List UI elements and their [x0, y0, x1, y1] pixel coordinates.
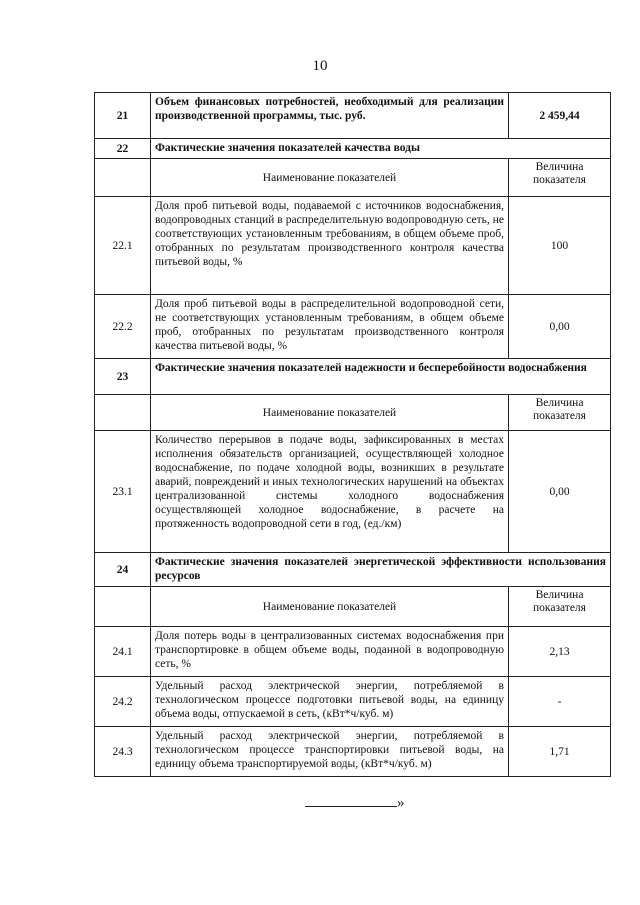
- row-number: 21: [95, 93, 151, 139]
- column-header-name: Наименование показателей: [151, 587, 509, 627]
- column-header-row: [95, 587, 611, 627]
- row-number: 24.1: [95, 627, 151, 677]
- table-row-24-1: [95, 627, 611, 677]
- section-number: 24: [95, 553, 151, 587]
- section-number: 22: [95, 139, 151, 159]
- column-header-name: Наименование показателей: [151, 395, 509, 431]
- column-header-value: Величина показателя: [509, 395, 611, 431]
- table-row-24-2: [95, 677, 611, 727]
- section-row-24: [95, 553, 611, 587]
- row-number: 23.1: [95, 431, 151, 553]
- row-number: 22.2: [95, 295, 151, 359]
- column-header-value: Величина показателя: [509, 587, 611, 627]
- indicators-table: [94, 92, 611, 777]
- closing-mark: [305, 795, 405, 812]
- table-row-22-2: [95, 295, 611, 359]
- row-description: Доля проб питьевой воды в распределительной водопроводной сети, не соответствующих установленным требованиям, в общем объеме проб, отобранных по результатам производственного контроля качества питьевой воды, %: [151, 295, 509, 359]
- column-header-row: [95, 395, 611, 431]
- table-row-22-1: [95, 197, 611, 295]
- row-value: 100: [509, 197, 611, 295]
- row-number: 24.3: [95, 727, 151, 777]
- row-number: 24.2: [95, 677, 151, 727]
- row-value: 2 459,44: [509, 93, 611, 139]
- row-description: Удельный расход электрической энергии, потребляемой в технологическом процессе подготовки питьевой воды, на единицу объема воды, отпускаемой в сеть, (кВт*ч/куб. м): [151, 677, 509, 727]
- row-description-text: Доля проб питьевой воды, подаваемой с источников водоснабжения, водопроводных станций в распределительную водопроводную сеть, не соответствующих установленным требованиям, в общем объеме проб, отобранных по результатам производственного контроля качества питьевой воды, %: [155, 200, 504, 268]
- row-value: 2,13: [509, 627, 611, 677]
- row-description: [151, 197, 509, 295]
- row-description: Объем финансовых потребностей, необходимый для реализации производственной программы, тыс. руб.: [151, 93, 509, 139]
- row-value: -: [509, 677, 611, 727]
- row-description: Доля потерь воды в централизованных системах водоснабжения при транспортировке в общем объеме воды, поданной в водопроводную сеть, %: [151, 627, 509, 677]
- row-description: Удельный расход электрической энергии, потребляемой в технологическом процессе транспортировки питьевой воды, на единицу объема транспортируемой воды, (кВт*ч/куб. м): [151, 727, 509, 777]
- column-header-name: Наименование показателей: [151, 159, 509, 197]
- page-number: 10: [312, 58, 328, 74]
- closing-line: [305, 796, 397, 807]
- row-description: Количество перерывов в подаче воды, зафиксированных в местах исполнения обязательств организацией, осуществляющей холодное водоснабжение, по подаче холодной воды, возникших в результате аварий, повреждений и иных технологических нарушений на объектах централизованной системы холодного водоснабжения осуществляющей холодное водоснабжение, в расчете на протяженность водопроводной сети в год, (ед./км): [151, 431, 509, 553]
- section-heading: Фактические значения показателей качества воды: [151, 139, 611, 159]
- empty-cell: [95, 159, 151, 197]
- column-header-value: Величина показателя: [509, 159, 611, 197]
- row-number: 22.1: [95, 197, 151, 295]
- empty-cell: [95, 395, 151, 431]
- table-row-23-1: [95, 431, 611, 553]
- table-row-24-3: [95, 727, 611, 777]
- section-heading: Фактические значения показателей надежности и бесперебойности водоснабжения: [151, 359, 611, 395]
- row-value: 1,71: [509, 727, 611, 777]
- section-row-23: [95, 359, 611, 395]
- column-header-row: [95, 159, 611, 197]
- row-value: 0,00: [509, 431, 611, 553]
- row-value: 0,00: [509, 295, 611, 359]
- table-row-21: [95, 93, 611, 139]
- section-number: 23: [95, 359, 151, 395]
- closing-quote: »: [397, 795, 405, 811]
- empty-cell: [95, 587, 151, 627]
- section-row-22: [95, 139, 611, 159]
- section-heading: Фактические значения показателей энергетической эффективности использования ресурсов: [151, 553, 611, 587]
